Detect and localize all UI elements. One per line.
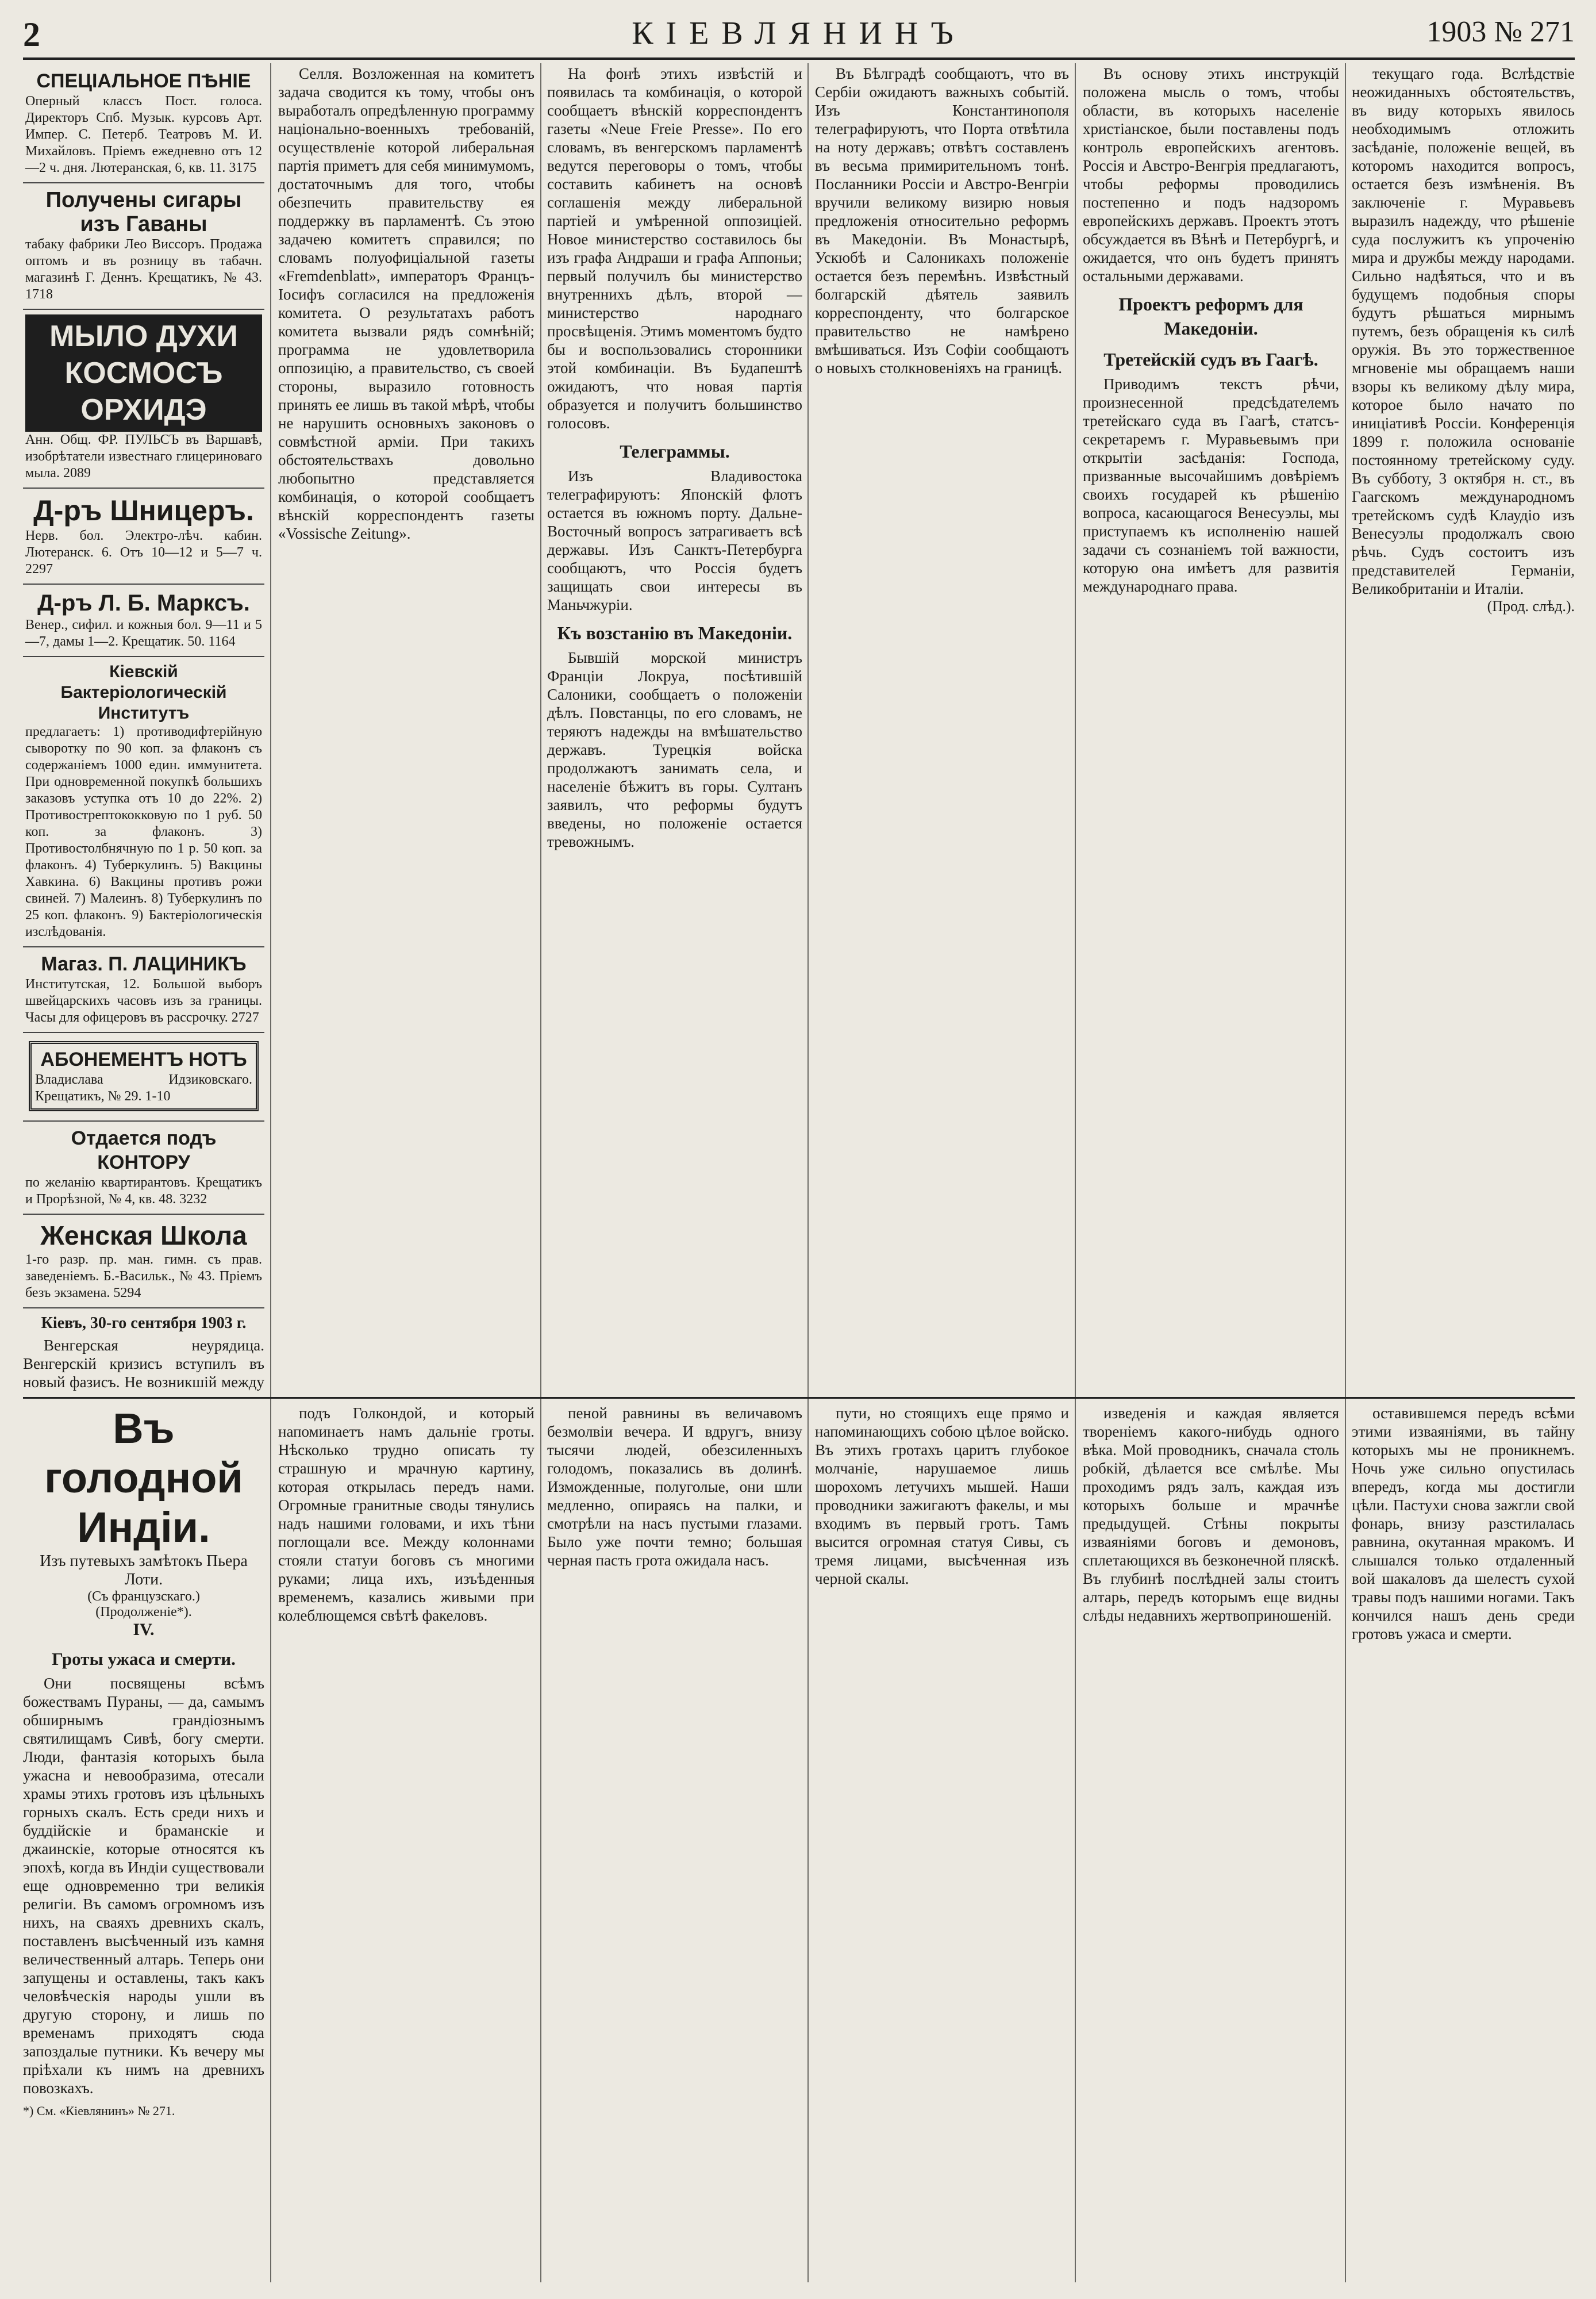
ad-cigars <box>23 183 264 310</box>
feuilleton-india <box>23 1404 264 2281</box>
newspaper-title: КІЕВЛЯНИНЪ <box>632 16 966 51</box>
article-combination <box>547 64 802 1392</box>
ad-body: табаку фабрики Лео Виссоръ. Продажа оптомъ и въ розницу въ табачн. магазинѣ Г. Деннъ. Крещатикъ, № 43. 1718 <box>25 237 262 302</box>
article-text: Бывшій морской министръ Франціи Локруа, посѣтившій Салоники, сообщаетъ о положеніи дѣлъ. Повстанцы, по его словамъ, не теряютъ надежды на вмѣшательство державъ. Турецкія войска продолжаютъ занимать села, и населеніе бѣжитъ въ горы. Султанъ заявилъ, что реформы будутъ введены, но положеніе остается тревожнымъ. <box>547 649 802 850</box>
section-heading: Телеграммы. <box>620 441 730 462</box>
article-news <box>815 64 1069 1392</box>
ad-body: Институтская, 12. Большой выборъ швейцарскихъ часовъ изъ за границы. Часы для офицеровъ въ рассрочку. 2727 <box>25 977 262 1025</box>
ad-heading: Д-ръ Шницеръ. <box>33 494 254 527</box>
ad-body: предлагаетъ: 1) противодифтерійную сыворотку по 90 коп. за флаконъ съ содержаніемъ 1000 един. иммунитета. При одновременной покупкѣ большихъ заказовъ уступка отъ 10 до 22%. 2) Противострептококковую по 1 руб. 50 коп. за флаконъ. 3) Противостолбнячную по 1 р. 50 коп. за флаконъ. 4) Туберкулинъ. 5) Вакцины Хавкина. 6) Вакцины противъ рожи свиней. 7) Малеинъ. 8) Туберкулинъ по 25 коп. флаконъ. 9) Бактеріологическія изслѣдованія. <box>25 724 262 939</box>
feuilleton-text: Они посвящены всѣмъ божествамъ Пураны, — да, самымъ обширнымъ грандіознымъ святилищамъ Сивѣ, богу смерти. Люди, фантазія которыхъ была ужасна и невообразима, отесали храмы этихъ гротовъ изъ цѣльныхъ горныхъ скалъ. Есть среди нихъ и буддійскіе и браманскіе и джаинскіе, которые относятся къ эпохѣ, когда въ Индіи существовали еще одновременно три великія религіи. Въ самомъ огромномъ изъ нихъ, на сваяхъ древнихъ скалъ, поставленъ высѣченный изъ камня величественный алтарь. Теперь они запущены и оставлены, такъ какъ человѣческія народы ушли въ другую сторону, и лишь по временамъ приходятъ сюда запоздалые путники. Къ вечеру мы пріѣхали къ нимъ на древнихъ повозкахъ. <box>23 1675 264 2097</box>
ad-heading: СПЕЦІАЛЬНОЕ ПѢНІЕ <box>36 70 251 92</box>
feuilleton-col4 <box>815 1404 1069 2281</box>
feuilleton-text: пути, но стоящихъ еще прямо и напоминающихъ собою цѣлое войско. Въ этихъ гротахъ царитъ глубокое молчаніе, нарушаемое лишь шорохомъ летучихъ мышей. Наши проводники зажигаютъ факелы, и мы входимъ въ первый гротъ. Тамъ высится огромная статуя Сивы, съ тремя лицами, высѣченная изъ черной скалы. <box>815 1404 1069 1587</box>
ad-heading: Женская Школа <box>40 1220 247 1250</box>
ad-frame <box>29 1041 259 1111</box>
feuilleton-col6 <box>1352 1404 1575 2281</box>
column-divider <box>807 63 809 2282</box>
ad-heading: Кіевскій Бактеріологическій Институтъ <box>60 662 227 723</box>
ad-singing <box>23 64 264 183</box>
article-text: текущаго года. Вслѣдствіе неожиданныхъ обстоятельствъ, въ виду которыхъ явилось необходимымъ отложить засѣданіе, положеніе вещей, въ которомъ находится вопросъ, остается безъ измѣненія. Въ заключеніе г. Муравьевъ выразилъ надежду, что рѣшеніе суда послужитъ къ упроченію мира и дружбы между народами. Сильно надѣяться, что и въ будущемъ подобныя споры будутъ рѣшаться мирнымъ путемъ, безъ обращенія къ силѣ оружія. Въ это торжественное мгновеніе мы обращаемъ наши взоры къ великому дѣлу мира, которое было начато по иниціативѣ Россіи. Конференція 1899 г. положила основаніе постоянному третейскому суду. Въ субботу, 3 октября н. ст., въ Гаагскомъ международномъ третейскомъ судѣ Клаудіо изъ Венесуэлы продолжалъ свою рѣчь. Судъ состоитъ изъ представителей Германіи, Великобританіи и Италіи. <box>1352 65 1575 597</box>
ad-heading: Отдается подъ КОНТОРУ <box>71 1127 217 1173</box>
feuilleton-rule <box>23 1397 1575 1399</box>
ad-heading: Магаз. П. ЛАЦИНИКЪ <box>41 953 247 975</box>
article-text: Въ Бѣлградѣ сообщаютъ, что въ Сербіи ожидаютъ важныхъ событій. Изъ Константинополя телеграфируютъ, что Порта отвѣтила на ноту державъ; отвѣтъ составленъ въ весьма примирительномъ тонѣ. Посланники Россіи и Австро-Венгріи вручили великому визирю новыя предложенія относительно реформъ въ Македоніи. Въ Монастырѣ, Ускюбѣ и Салоникахъ положеніе остается безъ перемѣнъ. Извѣстный болгарскій дѣятель заявилъ корреспонденту, что болгарское правительство не намѣрено вмѣшиваться. Изъ Софіи сообщаютъ о новыхъ столкновеніяхъ на границѣ. <box>815 65 1069 377</box>
column-divider <box>270 63 271 2282</box>
masthead <box>23 11 1575 56</box>
ad-soap <box>23 310 264 489</box>
section-heading: Третейскій судъ въ Гаагѣ. <box>1103 349 1318 370</box>
column-divider <box>1075 63 1076 2282</box>
ad-body: Венер., сифил. и кожныя бол. 9—11 и 5—7, дамы 1—2. Крещатик. 50. 1164 <box>25 617 262 649</box>
article-text: Селля. Возложенная на комитетъ задача сводится къ тому, чтобы онъ выработалъ опредѣленную программу національно-военныхъ требованій, осуществленіе которой либеральная партія приметъ для себя минимумомъ, достаточнымъ для того, чтобы обезпечить правительству ея поддержку въ парламентѣ. Съ этою задачею комитетъ справился; по словамъ полуофиціальной газеты «Fremdenblatt», императоръ Францъ-Іосифъ согласился на предложенія комитета. О результатахъ работъ комитета вызвали рядъ сомнѣній; программа не удовлетворила оппозицію, а правительство, съ своей стороны, выразило готовность принять ее лишь въ такой мѣрѣ, чтобы не нарушить основныхъ законовъ о совмѣстной арміи. При такихъ обстоятельствахъ довольно любопытно представляется комбинація, о которой сообщаетъ вѣнскій корреспондентъ газеты «Vossische Zeitung». <box>278 65 534 542</box>
footnote: *) См. «Кіевлянинъ» № 271. <box>23 2104 175 2118</box>
section-heading: Проектъ реформъ для Македоніи. <box>1118 294 1303 339</box>
article-hague-cont <box>1352 64 1575 1392</box>
ad-sheet-music <box>23 1033 264 1122</box>
ad-body: Оперный классъ Пост. голоса. Директоръ Спб. Музык. курсовъ Арт. Импер. С. Петерб. Театровъ М. И. Михайловъ. Пріемъ ежедневно отъ 12—2 ч. дня. Лютеранская, 6, кв. 11. 3175 <box>25 94 262 175</box>
ad-office <box>23 1122 264 1215</box>
continued-note: (Прод. слѣд.). <box>1487 598 1575 615</box>
feuilleton-text: подъ Голкондой, и который напоминаетъ намъ дальніе гроты. Нѣсколько трудно описать ту страшную и мрачную картину, которая открылась передъ нами. Огромные гранитные своды тянулись надъ нашими головами, и ихъ тѣни поглощали все. Между колоннами стояли статуи боговъ съ многими руками; лица ихъ, изъѣденныя временемъ, казались живыми при колеблющемся свѣтѣ факеловъ. <box>278 1404 534 1624</box>
feuilleton-title: Въ голодной Индіи. <box>44 1404 243 1551</box>
feuilleton-part: IV. <box>133 1620 155 1639</box>
ad-heading: МЫЛО ДУХИ КОСМОСЪ ОРХИДЭ <box>25 314 262 432</box>
masthead-rule <box>23 57 1575 60</box>
column-divider <box>1345 63 1346 2282</box>
ads-column <box>23 64 264 1392</box>
feuilleton-text: пеной равнины въ величавомъ безмолвіи вечера. И вдругъ, внизу тысячи людей, обезсиленныхъ голодомъ, показались въ долинѣ. Изможденные, полуголые, они шли медленно, опираясь на палки, и смотрѣли на насъ пустыми глазами. Было уже почти темно; большая черная пасть грота ожидала насъ. <box>547 1404 802 1569</box>
feuilleton-col2 <box>278 1404 534 2281</box>
ad-doctor-marks <box>23 585 264 657</box>
article-text: Въ основу этихъ инструкцій положена мысль о томъ, чтобы области, въ которыхъ населеніе христіанское, были поставлены подъ контроль европейскихъ агентовъ. Россія и Австро-Венгрія предлагаютъ, чтобы реформы проводились постепенно и подъ надзоромъ европейскихъ державъ. Проектъ этотъ обсуждается въ Вѣнѣ и Петербургѣ, и ожидается, что онъ будетъ принятъ остальными державами. <box>1083 65 1339 285</box>
ad-heading: Получены сигары изъ Гаваны <box>45 188 242 236</box>
article-hungarian-crisis <box>278 64 534 1392</box>
page-number: 2 <box>23 16 40 53</box>
ad-body: по желанію квартирантовъ. Крещатикъ и Прорѣзной, № 4, кв. 48. 3232 <box>25 1175 262 1207</box>
ad-bacteriological-institute <box>23 657 264 947</box>
column-divider <box>540 63 541 2282</box>
article-reforms <box>1083 64 1339 1392</box>
ad-heading: Д-ръ Л. Б. Марксъ. <box>37 590 250 616</box>
article-text: Изъ Владивостока телеграфируютъ: Японскій флотъ остается въ южномъ порту. Дальне-Восточный вопросъ затрагиваетъ всѣ державы. Изъ Санктъ-Петербурга сообщаютъ, что Россія будетъ защищать свои интересы въ Маньчжуріи. <box>547 467 802 613</box>
feuilleton-col3 <box>547 1404 802 2281</box>
feuilleton-heading: Гроты ужаса и смерти. <box>52 1649 236 1669</box>
ad-body: Нерв. бол. Электро-лѣч. кабин. Лютеранск. 6. Отъ 10—12 и 5—7 ч. 2297 <box>25 528 262 577</box>
ad-body: 1-го разр. пр. ман. гимн. съ прав. заведеніемъ. Б.-Васильк., № 43. Пріемъ безъ экзамена. 5294 <box>25 1252 262 1300</box>
ad-girls-school <box>23 1215 264 1308</box>
editorial-text: Венгерская неурядица. Венгерскій кризисъ вступилъ въ новый фазисъ. Не возникшій между <box>23 1337 264 1391</box>
feuilleton-continued: (Продолженіе*). <box>95 1605 192 1619</box>
feuilleton-text: изведенія и каждая является твореніемъ какого-нибудь одного вѣка. Мой проводникъ, сначала столь робкій, дѣлается все смѣлѣе. Мы проходимъ рядъ залъ, каждая изъ которыхъ больше и мрачнѣе предыдущей. Стѣны покрыты изваяніями боговъ и демоновъ, сплетающихся въ безконечной пляскѣ. Въ глубинѣ послѣдней залы стоитъ алтарь, передъ которымъ еще видны слѣды недавнихъ жертвоприношеній. <box>1083 1404 1339 1624</box>
article-text: Приводимъ текстъ рѣчи, произнесенной предсѣдателемъ третейскаго суда въ Гаагѣ, статсъ-секретаремъ г. Муравьевымъ при открытіи засѣданія: Господа, призванные высочайшимъ довѣріемъ своихъ государей къ рѣшенію вопроса, касающагося Венесуэлы, мы приступаемъ къ исполненію нашей задачи съ сознаніемъ той важности, которую она имѣетъ для развитія международнаго права. <box>1083 375 1339 595</box>
date-line: Кіевъ, 30-го сентября 1903 г. <box>41 1314 247 1332</box>
feuilleton-subtitle: Изъ путевыхъ замѣтокъ Пьера Лоти. <box>40 1552 248 1588</box>
ad-watch-shop <box>23 947 264 1033</box>
ad-heading: АБОНЕМЕНТЪ НОТЪ <box>40 1049 247 1070</box>
feuilleton-col5 <box>1083 1404 1339 2281</box>
ad-body: Владислава Идзиковскаго. Крещатикъ, № 29. 1-10 <box>35 1072 252 1104</box>
section-heading: Къ возстанію въ Македоніи. <box>557 623 793 643</box>
ad-doctor-shnitser <box>23 489 264 585</box>
feuilleton-translation-note: (Съ французскаго.) <box>87 1589 200 1604</box>
issue-number: 1903 № 271 <box>1426 16 1575 48</box>
article-text: На фонѣ этихъ извѣстій и появилась та комбинація, о которой сообщаетъ вѣнскій корреспондентъ газеты «Neue Freie Presse». По его словамъ, въ венгерскомъ парламентѣ ведутся переговоры о томъ, чтобы составить кабинетъ на основѣ соглашенія между либеральной партіей и умѣренной оппозиціей. Новое министерство составилось бы изъ графа Андраши и графа Аппоньи; первый получилъ бы министерство внутреннихъ дѣлъ, второй — министерство народнаго просвѣщенія. Этимъ моментомъ будто бы и воспользовались сторонники этой комбинаціи. Въ Будапештѣ ожидаютъ, что новая партія образуется и получитъ большинство голосовъ. <box>547 65 802 432</box>
ad-body: Анн. Общ. ФР. ПУЛЬСЪ въ Варшавѣ, изобрѣтатели известнаго глицериноваго мыла. 2089 <box>25 432 262 481</box>
feuilleton-text: оставившемся передъ всѣми этими изваяніями, въ тайну которыхъ мы не проникнемъ. Ночь уже сильно опустилась впередъ, когда мы достигли цѣли. Пастухи снова зажгли свой фонарь, внизу разстилалась равнина, окутанная мракомъ. И слышался только отдаленный вой шакаловъ да шелестъ сухой травы подъ нашими ногами. Такъ кончился нашъ день среди гротовъ ужаса и смерти. <box>1352 1404 1575 1642</box>
